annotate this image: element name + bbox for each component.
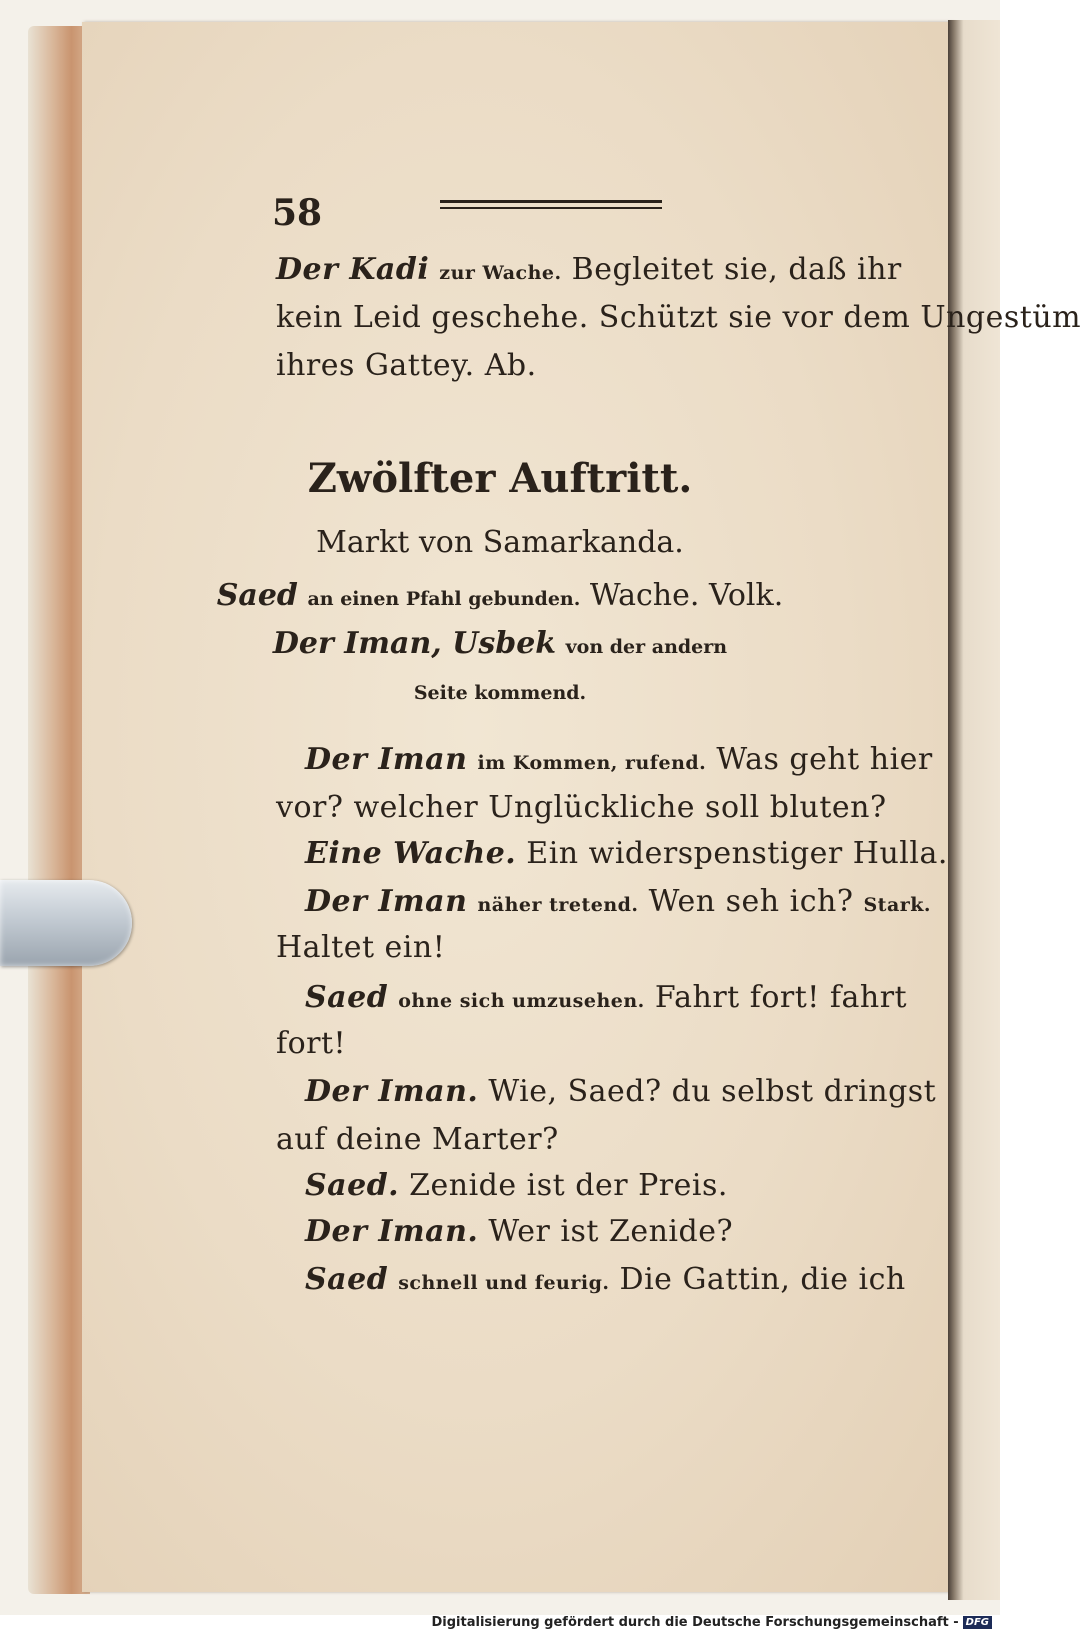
speaker-name: Der Iman xyxy=(305,742,468,777)
speaker-name: Der Iman. xyxy=(305,1214,479,1249)
digitization-footer xyxy=(432,1615,993,1630)
speaker-name: Der Iman xyxy=(305,884,468,919)
dialogue-text: Zenide ist der Preis. xyxy=(409,1168,728,1203)
dialogue-line xyxy=(305,1214,733,1249)
dialogue-text: Die Gattin, die ich xyxy=(619,1262,906,1297)
stage-direction: näher tretend. xyxy=(477,894,639,916)
text-line xyxy=(276,252,902,287)
dialogue-line: Haltet ein! xyxy=(276,930,446,965)
stage-direction: Stark. xyxy=(863,894,932,916)
cast-name: Der Iman, Usbek xyxy=(272,626,557,661)
book-binding xyxy=(948,20,1000,1600)
cast-line xyxy=(0,578,1000,613)
stage-direction: von der andern xyxy=(565,636,728,658)
dialogue-text: Wen seh ich? xyxy=(648,884,854,919)
dialogue-text: Was geht hier xyxy=(716,742,933,777)
dialogue-line: auf deine Marter? xyxy=(276,1122,559,1157)
dialogue-line xyxy=(305,980,907,1015)
dialogue-line xyxy=(305,1168,728,1203)
speaker-name: Der Iman. xyxy=(305,1074,479,1109)
cast-line xyxy=(0,626,1000,661)
speaker-name: Der Kadi xyxy=(276,252,430,287)
speaker-name: Eine Wache. xyxy=(305,836,517,871)
page-stack-edge xyxy=(28,26,90,1594)
dialogue-text: Wer ist Zenide? xyxy=(488,1214,734,1249)
stage-direction: Seite kommend. xyxy=(413,682,587,704)
cast-line xyxy=(0,672,1000,707)
dialogue-line xyxy=(305,1074,936,1109)
header-rule-thick xyxy=(440,200,662,203)
scene-heading: Zwölfter Auftritt. xyxy=(307,455,693,502)
stage-direction: im Kommen, rufend. xyxy=(477,752,707,774)
dialogue-line: fort! xyxy=(276,1026,347,1061)
footer-text: Digitalisierung gefördert durch die Deutsche Forschungsgemeinschaft - xyxy=(431,1615,959,1630)
dialogue-line xyxy=(305,1262,906,1297)
header-rule-thin xyxy=(440,207,662,209)
text-line: ihres Gattey. Ab. xyxy=(276,348,537,383)
dfg-logo: DFG xyxy=(963,1616,992,1629)
stage-direction: an einen Pfahl gebunden. xyxy=(307,588,581,610)
speaker-name: Saed xyxy=(305,1262,389,1297)
speaker-name: Saed. xyxy=(305,1168,400,1203)
text-line: kein Leid geschehe. Schützt sie vor dem Ungestüm xyxy=(276,300,1081,335)
speaker-name: Saed xyxy=(305,980,389,1015)
dialogue-line xyxy=(305,884,931,919)
scene-location: Markt von Samarkanda. xyxy=(316,525,684,560)
page-number: 58 xyxy=(272,192,323,234)
dialogue-text: Fahrt fort! fahrt xyxy=(654,980,908,1015)
dialogue-line: vor? welcher Unglückliche soll bluten? xyxy=(276,790,887,825)
stage-direction: ohne sich umzusehen. xyxy=(398,990,645,1012)
stage-direction: zur Wache. xyxy=(439,262,562,284)
dialogue-line xyxy=(305,742,933,777)
page-clip xyxy=(0,880,132,966)
cast-name: Saed xyxy=(216,578,298,613)
dialogue-text: Begleitet sie, daß ihr xyxy=(571,252,902,287)
dialogue-text: Ein widerspenstiger Hulla. xyxy=(526,836,948,871)
dialogue-text: Wie, Saed? du selbst dringst xyxy=(488,1074,937,1109)
stage-direction: schnell und feurig. xyxy=(398,1272,610,1294)
dialogue-line xyxy=(305,836,948,871)
cast-rest: Wache. Volk. xyxy=(589,578,784,613)
